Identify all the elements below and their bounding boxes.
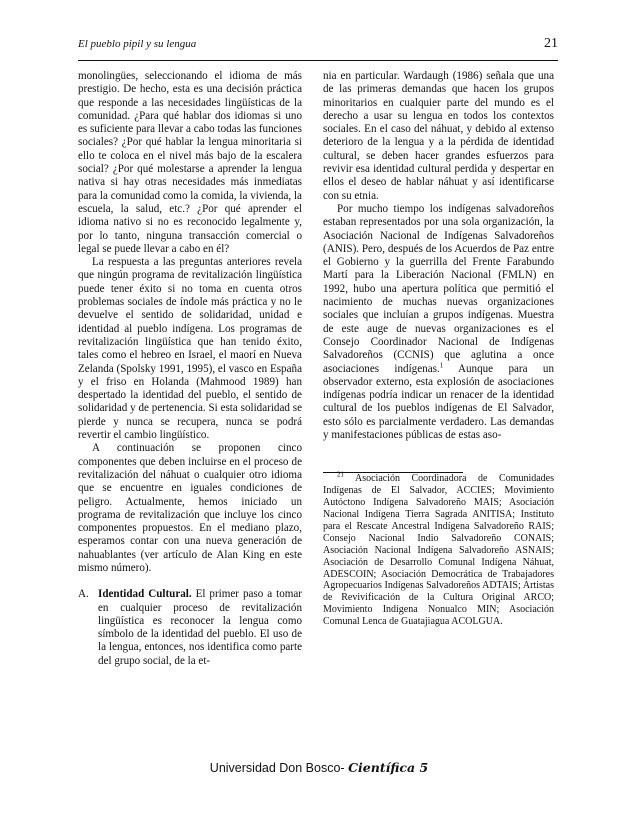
page-footer <box>0 760 638 775</box>
section-heading: Identidad Cultural. <box>98 588 192 601</box>
footnote-text: Asociación Coordinadora de Comunidades Indígenas de El Salvador, ACCIES; Movimiento Autóctono Indígena Salvadoreño MAIS; Asociación Nacional Indígena Tierra Sagrada ANITISA; Instituto para el Rescate Ancestral Indígena Salvadoreño RAIS; Consejo Nacional Indio Salvadoreño CONAIS; Asociación Nacional Indígena Salvadoreño ASNAIS; Asociación de Desarrollo Comunal Indígena Náhuat, ADESCOIN; Asociación Democrática de Trabajadores Agropecuarios Indígenas Salvadoreños ADTAIS; Artistas de Revivificación de la Cultura Original ARCO; Movimiento Indígena Nonualco MIN; Asociación Comunal Lenca de Guatajiagua ACOLGUA. <box>323 473 554 628</box>
running-title: El pueblo pipil y su lengua <box>78 38 197 50</box>
left-column <box>78 70 302 668</box>
section-letter: A. <box>78 588 89 601</box>
footnote-reference[interactable]: 1 <box>439 360 444 369</box>
paragraph: nia en particular. Wardaugh (1986) señala que una de las primeras demandas que hacen los grupos minoritarios en cualquier parte del mundo es el derecho a usar su lengua en todos los contextos sociales. En el caso del náhuat, y debido al extenso deterioro de la lengua y a la pérdida de identidad cultural, se deben hacer grandes esfuerzos para revivir esa identidad cultural perdida y despertar en ellos el deseo de hablar náhuat y así identificarse con su etnia. <box>323 70 554 202</box>
footnote-mark: 21 <box>337 470 344 479</box>
footnote <box>323 470 554 628</box>
paragraph: monolingües, seleccionando el idioma de más prestigio. De hecho, esta es una decisión práctica que responde a las necesidades lingüísticas de la comunidad. ¿Para qué hablar dos idiomas si uno es suficiente para llevar a cabo todas las funciones sociales? ¿Por qué hablar la lengua minoritaria si ello te coloca en el nivel más bajo de la escalera social? ¿Por qué molestarse a aprender la lengua nativa si hay otras necesidades más inmediatas para la comunidad como la comida, la vivienda, la escuela, la salud, etc.? ¿Por qué aprender el idioma nativo si no es reconocido legalmente y, por lo tanto, ninguna transacción comercial o legal se puede llevar a cabo en él? <box>78 70 302 255</box>
header-rule <box>78 60 558 61</box>
paragraph-text: Por mucho tiempo los indígenas salvadoreños estaban representados por una sola organización, la Asociación Nacional de Indígenas Salvadoreños (ANIS). Pero, después de los Acuerdos de Paz entre el Gobierno y la guerrilla del Frente Farabundo Martí para la Liberación Nacional (FMLN) en 1992, hubo una apertura política que permitió el nacimiento de muchas nuevas organizaciones sociales que incluían a grupos indígenas. Muestra de este auge de nuevas organizaciones es el Consejo Coordinador Nacional de Indígenas Salvadoreños (CCNIS) que aglutina a once asociaciones indígenas. <box>323 202 554 375</box>
page-number: 21 <box>544 36 558 51</box>
right-column <box>323 70 554 628</box>
running-header <box>78 36 558 52</box>
section-text: El primer paso a tomar en cualquier proceso de revitalización lingüística es reconocer la lengua como símbolo de la identidad del pueblo. El uso de la lengua, entonces, nos identifica como parte del grupo social, de la et- <box>98 588 302 667</box>
paragraph: A continuación se proponen cinco componentes que deben incluirse en el proceso de revitalización del náhuat o cualquier otro idioma que se encuentre en iguales condiciones de peligro. Actualmente, hemos iniciado un programa de revitalización que incluye los cinco componentes propuestos. En el mediano plazo, esperamos contar con una nueva generación de nahuablantes (ver artículo de Alan King en este mismo número). <box>78 442 302 574</box>
footer-institution: Universidad Don Bosco- <box>209 761 345 775</box>
section-a <box>78 588 302 668</box>
paragraph-text: Aunque para un observador externo, esta explosión de asociaciones indígenas podría indicar un renacer de la identidad cultural de los pueblos indígenas de El Salvador, esto sólo es parcialmente verdadero. Las demandas y manifestaciones públicas de estas aso- <box>323 362 555 442</box>
paragraph <box>323 203 554 442</box>
footer-journal: Científica 5 <box>348 760 429 775</box>
paragraph: La respuesta a las preguntas anteriores revela que ningún programa de revitalización lingüística puede tener éxito si no toma en cuenta otros problemas sociales de índole más práctica y no le devuelve el sentido de solidaridad, unidad e identidad al pueblo indígena. Los programas de revitalización lingüística que han tenido éxito, tales como el hebreo en Israel, el maorí en Nueva Zelanda (Spolsky 1991, 1995), el vasco en España y el friso en Holanda (Mahmood 1989) han despertado la identidad del pueblo, el sentido de solidaridad y de pertenencia. Si esta solidaridad se pierde y nunca se recupera, nunca se podrá revertir el cambio lingüístico. <box>78 256 302 442</box>
